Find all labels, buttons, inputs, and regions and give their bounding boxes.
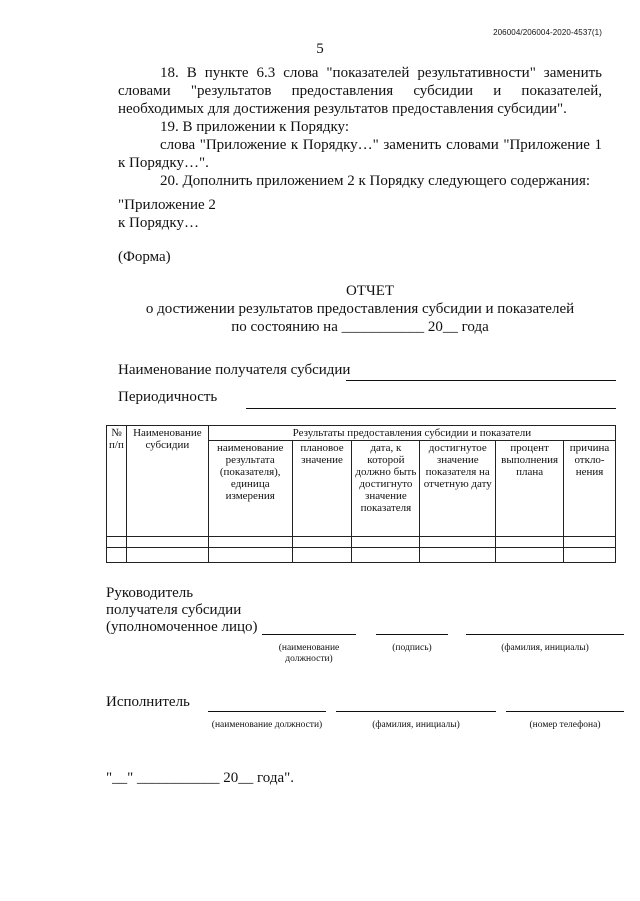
head-name-line [466,634,624,635]
document-id: 206004/206004-2020-4537(1) [493,28,602,37]
head-position-line [262,634,356,635]
appendix-line-1: "Приложение 2 [118,197,216,213]
paragraph-item-19-text: слова "Приложение к Порядку…" заменить словами "Приложение 1 к Порядку…". [118,137,602,171]
head-position-caption: (наименование должности) [278,643,340,664]
report-table [106,425,616,563]
head-signature-caption: (подпись) [392,643,432,653]
head-signature-line [376,634,448,635]
paragraph-item-20: 20. Дополнить приложением 2 к Порядку следующего содержания: [160,173,591,189]
recipient-field-line [346,380,616,381]
recipient-label: Наименование получателя субсидии [118,362,351,378]
executor-name-caption: (фамилия, инициалы) [372,720,460,730]
signature-date-line: "__" ___________ 20__ года". [106,770,295,786]
paragraph-item-19: 19. В приложении к Порядку: [160,119,350,135]
executor-name-line [336,711,496,712]
head-name-caption: (фамилия, инициалы) [501,643,589,653]
table-row [107,548,616,563]
report-subtitle: о достижении результатов предоставления субсидии и показателей [145,301,575,317]
table-row [107,537,616,548]
executor-position-caption: (наименование должности) [211,720,323,730]
executor-phone-caption: (номер телефона) [529,720,601,730]
report-title: ОТЧЕТ [345,283,395,299]
header-results-group: Результаты предоставления субсидии и показатели [208,426,615,441]
executor-phone-line [506,711,624,712]
head-signature-label: Руководитель получателя субсидии (уполномоченное лицо) [106,585,258,635]
page-number: 5 [316,41,324,57]
header-deviation-reason: причина откло-нения [564,441,616,537]
header-result-name: наименование результата (показателя), единица измерения [208,441,292,537]
executor-position-line [208,711,326,712]
appendix-line-2: к Порядку… [118,215,199,231]
header-target-date: дата, к которой должно быть достигнуто значение показателя [352,441,420,537]
header-number: № п/п [107,426,127,537]
paragraph-item-18: 18. В пункте 6.3 слова "показателей результативности" заменить словами "результатов предоставления субсидии и показателей, необходимых для достижения результатов предоставления субсидии". [118,65,602,117]
header-achieved-value: достигнутое значение показателя на отчетную дату [420,441,496,537]
report-date-line: по состоянию на ___________ 20__ года [231,319,489,335]
header-completion-percent: процент выполнения плана [496,441,564,537]
header-planned-value: плановое значение [292,441,352,537]
periodicity-field-line [246,408,616,409]
form-label: (Форма) [118,249,171,265]
executor-label: Исполнитель [106,694,190,710]
periodicity-label: Периодичность [118,389,218,405]
header-subsidy-name: Наименование субсидии [126,426,208,537]
